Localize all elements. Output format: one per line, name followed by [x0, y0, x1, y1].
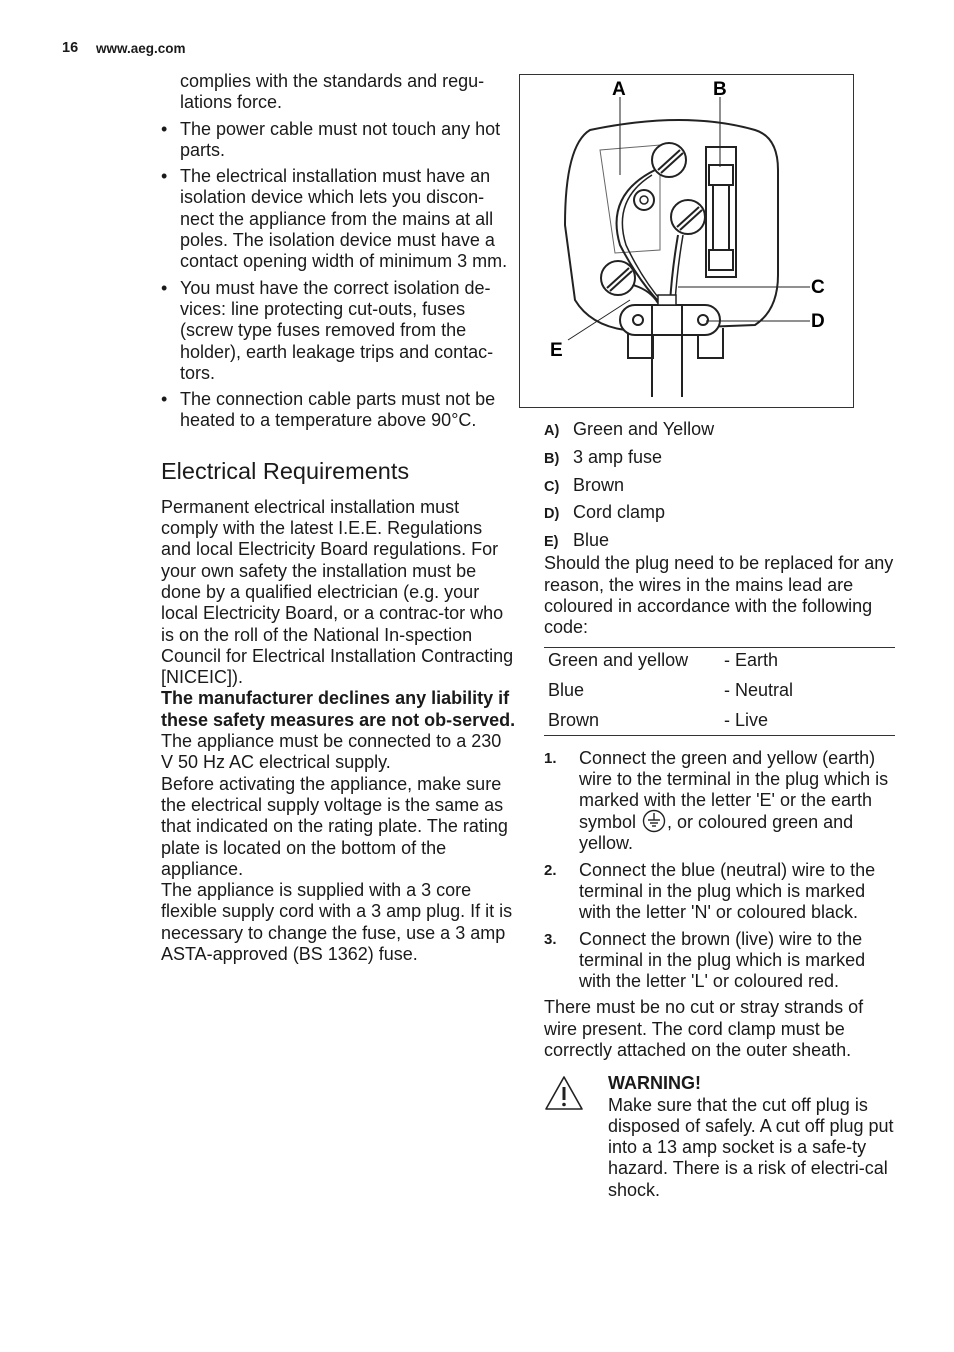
fuse-cap-bottom	[709, 250, 733, 270]
table-cell: - Neutral	[724, 679, 794, 700]
label-c: C	[811, 277, 825, 298]
legend-item: B) 3 amp fuse	[544, 446, 663, 467]
label-d: D	[811, 311, 825, 332]
table-cell: - Earth	[720, 647, 895, 676]
fuse-body	[713, 185, 729, 250]
list-item: 1. Connect the green and yellow (earth) wire to the terminal in the plug which is marked with the letter 'E' or the earth symbol , or coloured green and yellow.	[544, 747, 889, 854]
plug-diagram-svg	[520, 75, 853, 407]
left-column	[161, 71, 516, 965]
list-item: • The electrical installation must have an isolation device which lets you discon-nect the appliance from the mains at all poles. The isolation device must have a contact opening width of minimum 3 mm.	[161, 166, 508, 272]
wire-colour-table	[544, 647, 895, 736]
figure-legend	[544, 419, 898, 553]
bullet-icon: •	[161, 118, 168, 139]
warning-triangle-icon	[544, 1075, 584, 1111]
right-column	[544, 419, 898, 1201]
section-heading: Electrical Requirements	[161, 457, 410, 484]
paragraph-fuse: The appliance is supplied with a 3 core flexible supply cord with a 3 amp plug. If it is necessary to change the fuse, use a 3 amp ASTA-approved (BS 1362) fuse.	[161, 880, 513, 964]
table-cell: Brown	[544, 706, 720, 736]
wire-code-intro: Should the plug need to be replaced for any reason, the wires in the mains lead are coloured in accordance with the following code:	[544, 553, 894, 638]
bullet-icon: •	[161, 166, 168, 187]
list-item: 2. Connect the blue (neutral) wire to the terminal in the plug which is marked with the letter 'N' or coloured black.	[544, 859, 876, 923]
list-item: • The connection cable parts must not be heated to a temperature above 90°C.	[161, 389, 496, 431]
legend-item: C) Brown	[544, 474, 625, 495]
legend-item: D) Cord clamp	[544, 502, 666, 523]
bullet-icon: •	[161, 277, 168, 298]
label-b: B	[713, 79, 727, 100]
table-row	[544, 647, 895, 676]
page-number: 16	[62, 40, 79, 56]
closing-paragraph: There must be no cut or stray strands of wire present. The cord clamp must be correctly attached on the outer sheath.	[544, 997, 864, 1060]
paragraph-rating-plate: Before activating the appliance, make sure the electrical supply voltage is the same as that indicated on the rating plate. The rating plate is located on the bottom of the appliance.	[161, 773, 508, 879]
earth-symbol-icon	[642, 809, 666, 833]
table-cell: Blue	[548, 679, 585, 700]
list-item: • The power cable must not touch any hot parts.	[161, 118, 501, 160]
paragraph-installation: Permanent electrical installation must comply with the latest I.E.E. Regulations and local Electricity Board regulations. For your own safety the installation must be done by a qualified electrician (e.g. your local Electricity Board, or a contrac-tor who is on the roll of the National In-spection Council for Electrical Installation Contracting [NICEIC]).	[161, 496, 514, 688]
fuse-cap-top	[709, 165, 733, 185]
wire-neutral	[633, 285, 658, 303]
bullet-continuation: complies with the standards and regu-lations force.	[180, 71, 485, 113]
safety-bullet-list	[161, 119, 516, 432]
table-row	[544, 706, 895, 736]
table-cell: Green and yellow	[544, 647, 720, 676]
bullet-icon: •	[161, 389, 168, 410]
plug-wiring-diagram	[519, 74, 854, 408]
table-row	[544, 676, 895, 706]
label-e: E	[550, 340, 563, 361]
warning-text: Make sure that the cut off plug is disposed of safely. A cut off plug put into a 13 amp socket is a safe-ty hazard. There is a risk of electri-cal shock.	[608, 1094, 894, 1200]
list-item: 3. Connect the brown (live) wire to the terminal in the plug which is marked with the letter 'L' or coloured red.	[544, 928, 866, 992]
cord-clamp	[620, 305, 720, 335]
legend-item: E) Blue	[544, 530, 610, 551]
liability-note: The manufacturer declines any liability if these safety measures are not ob-served.	[161, 688, 516, 730]
wire-live	[670, 235, 678, 303]
terminal-pin	[634, 190, 654, 210]
table-cell: - Live	[720, 706, 895, 736]
wiring-steps	[544, 748, 898, 993]
paragraph-supply: The appliance must be connected to a 230 V 50 Hz AC electrical supply.	[161, 731, 502, 773]
label-a: A	[612, 79, 626, 100]
list-item: • You must have the correct isolation de-vices: line protecting cut-outs, fuses (screw type fuses removed from the holder), earth leakage trips and contac-tors.	[161, 277, 494, 383]
warning-title: WARNING!	[608, 1073, 701, 1094]
warning-box	[544, 1073, 898, 1201]
legend-item: A) Green and Yellow	[544, 419, 715, 439]
site-url: www.aeg.com	[96, 41, 186, 56]
